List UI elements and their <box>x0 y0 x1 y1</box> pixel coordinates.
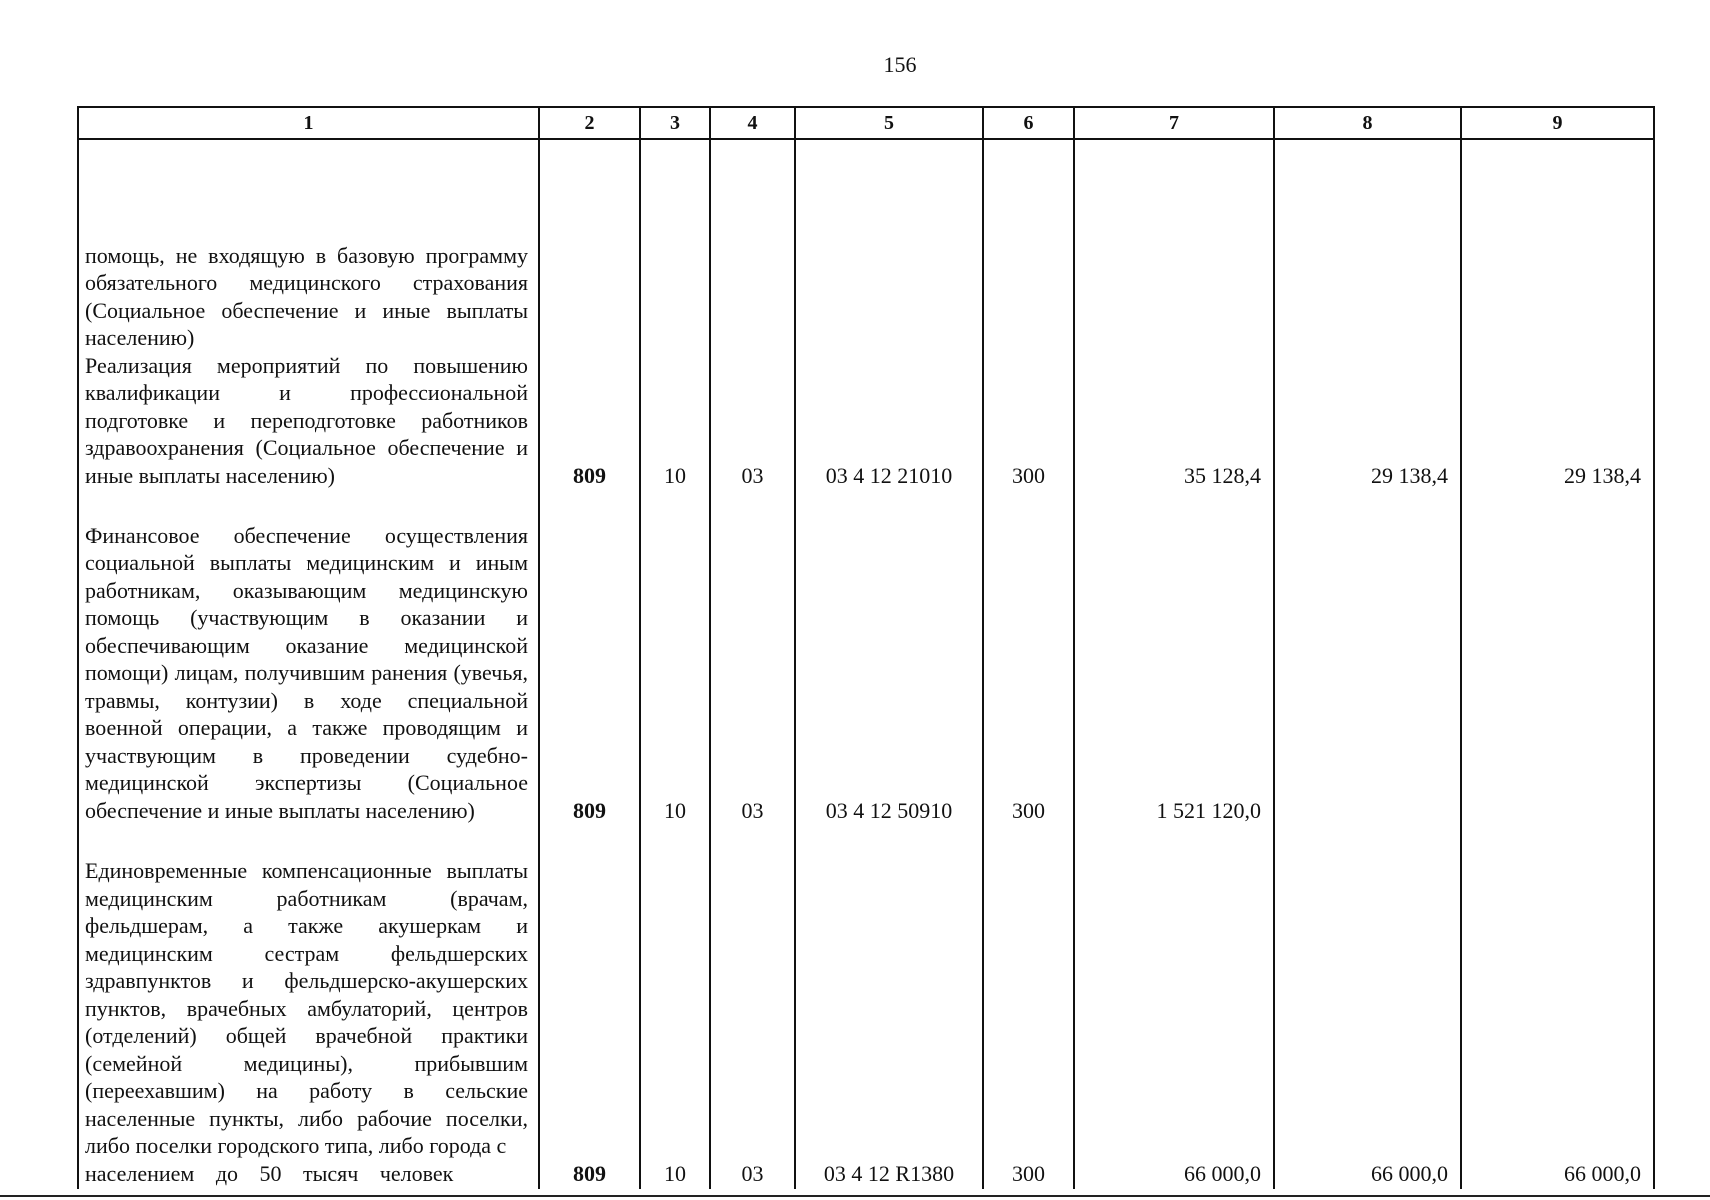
amount-col9-cell: 66 000,0 <box>1461 826 1654 1189</box>
target-code-cell: 03 4 12 21010 <box>795 139 983 491</box>
amount-col7-cell: 66 000,0 <box>1074 826 1274 1189</box>
subsection-cell: 03 <box>710 826 795 1189</box>
amount-col8-cell: 29 138,4 <box>1274 139 1461 491</box>
expense-type-cell: 300 <box>983 139 1074 491</box>
column-header: 4 <box>710 107 795 139</box>
amount-col9-cell <box>1461 491 1654 826</box>
description-entry: помощь, не входящую в базовую программу обязательного медицинского страхования (Социальное обеспечение и иные выплаты населению) <box>85 242 528 350</box>
row-description <box>78 826 539 1189</box>
table-row <box>78 826 1654 1189</box>
column-header: 2 <box>539 107 640 139</box>
table-row <box>78 491 1654 826</box>
subsection-cell: 03 <box>710 139 795 491</box>
subsection-cell: 03 <box>710 491 795 826</box>
table-row <box>78 139 1654 491</box>
description-entry: населением до 50 тысяч человек <box>85 1160 454 1186</box>
column-header: 8 <box>1274 107 1461 139</box>
column-header: 5 <box>795 107 983 139</box>
page-number: 156 <box>883 52 917 77</box>
amount-col8-cell: 66 000,0 <box>1274 826 1461 1189</box>
description-entry: Единовременные компенсационные выплаты медицинским работникам (врачам, фельдшерам, а также акушеркам и медицинским сестрам фельдшерских здравпунктов и фельдшерско-акушерских пунктов, врачебных амбулаторий, центров (отделений) общей врачебной практики (семейной медицины), прибывшим (переехавшим) на работу в сельские населенные пункты, либо рабочие поселки, либо поселки городского типа, либо города с <box>85 858 528 1158</box>
column-header: 1 <box>78 107 539 139</box>
expense-type-cell: 300 <box>983 826 1074 1189</box>
amount-col8-cell <box>1274 491 1461 826</box>
expense-type-cell: 300 <box>983 491 1074 826</box>
table-header-row <box>78 107 1654 139</box>
column-header: 9 <box>1461 107 1654 139</box>
target-code-cell: 03 4 12 R1380 <box>795 826 983 1189</box>
column-header: 7 <box>1074 107 1274 139</box>
amount-col9-cell: 29 138,4 <box>1461 139 1654 491</box>
department-code-cell: 809 <box>539 491 640 826</box>
page-bottom-rule <box>0 1195 1710 1197</box>
description-entry: Финансовое обеспечение осуществления социальной выплаты медицинским и иным работникам, оказывающим медицинскую помощь (участвующим в оказании и обеспечивающим оказание медицинской помощи) лицам, получившим ранения (увечья, травмы, контузии) в ходе специальной военной операции, а также проводящим и участвующим в проведении судебно-медицинской экспертизы (Социальное обеспечение и иные выплаты населению) <box>85 522 528 823</box>
section-cell: 10 <box>640 826 710 1189</box>
row-description <box>78 491 539 826</box>
department-code-cell: 809 <box>539 826 640 1189</box>
section-cell: 10 <box>640 139 710 491</box>
amount-col7-cell: 35 128,4 <box>1074 139 1274 491</box>
budget-table <box>77 106 1655 1189</box>
row-description <box>78 139 539 491</box>
column-header: 3 <box>640 107 710 139</box>
department-code-cell: 809 <box>539 139 640 491</box>
amount-col7-cell: 1 521 120,0 <box>1074 491 1274 826</box>
description-entry: Реализация мероприятий по повышению квалификации и профессиональной подготовке и переподготовке работников здравоохранения (Социальное обеспечение и иные выплаты населению) <box>85 352 528 488</box>
target-code-cell: 03 4 12 50910 <box>795 491 983 826</box>
section-cell: 10 <box>640 491 710 826</box>
column-header: 6 <box>983 107 1074 139</box>
